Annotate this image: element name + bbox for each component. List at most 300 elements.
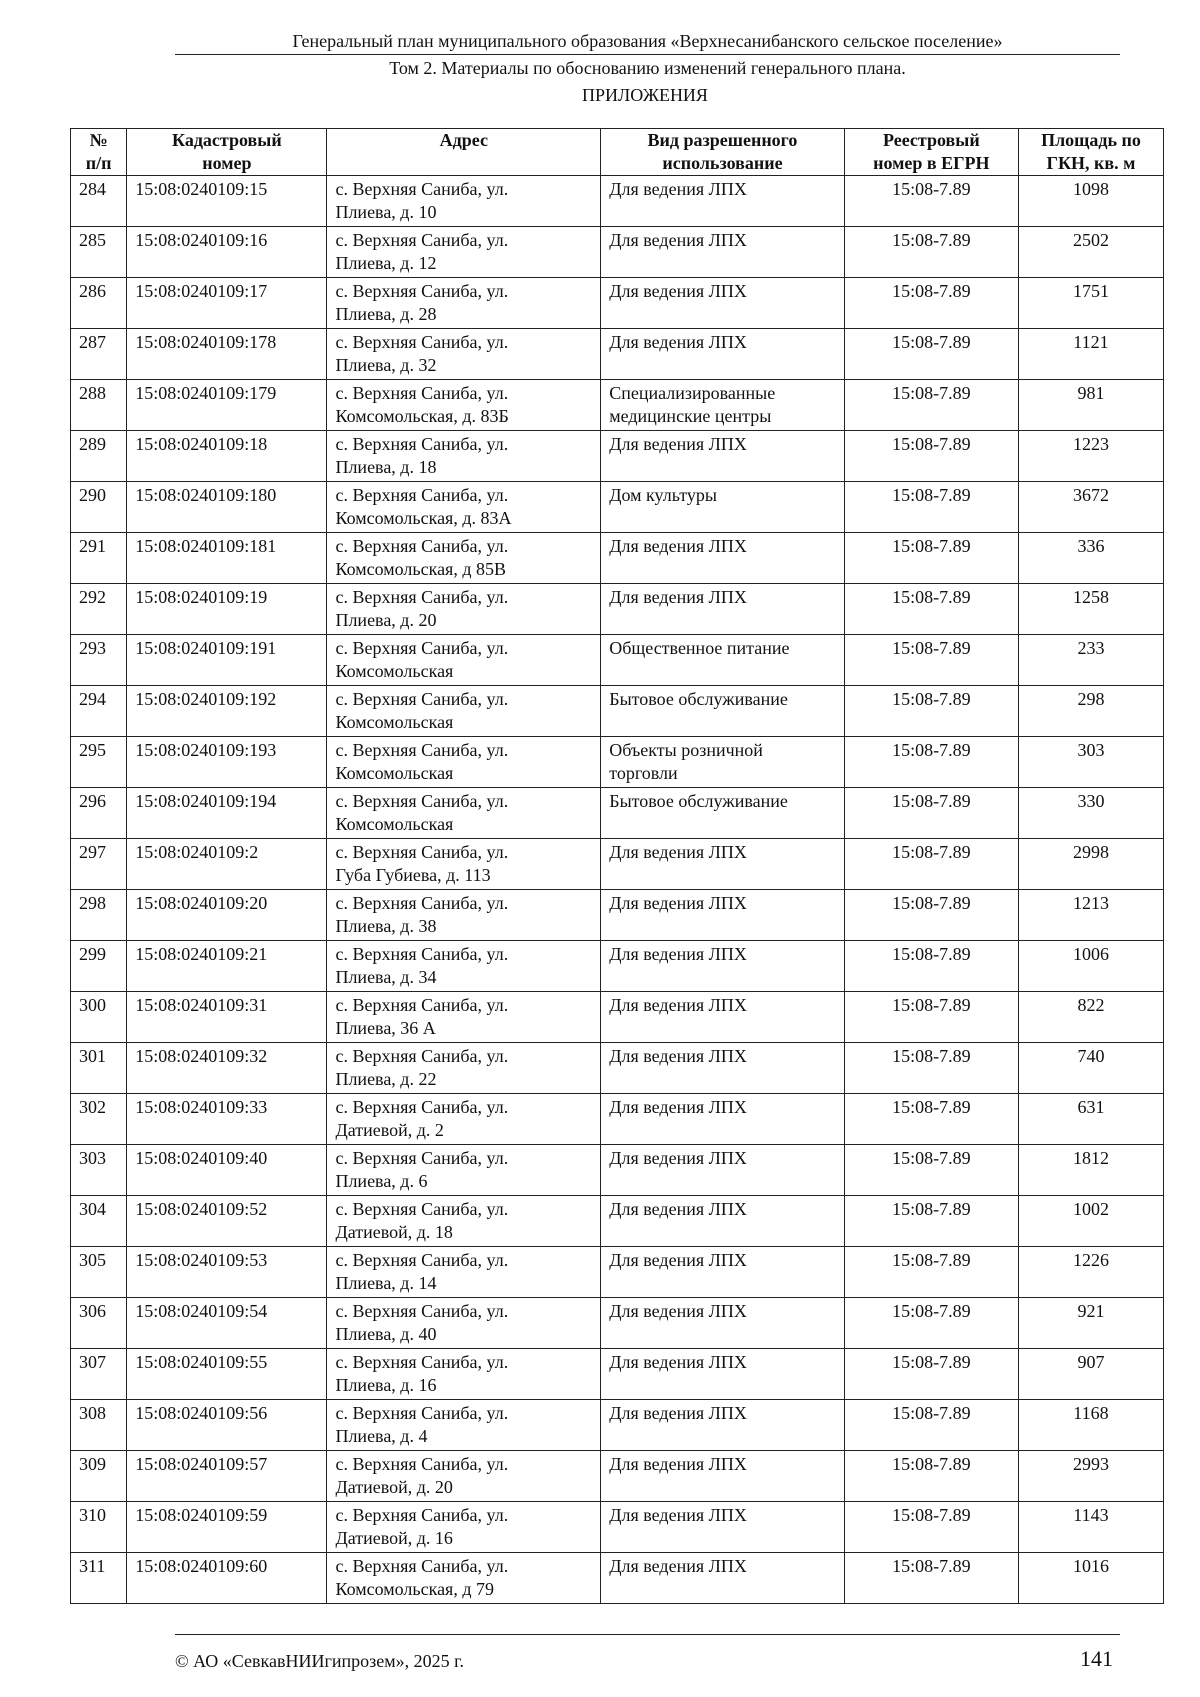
cell-area bbox=[1018, 839, 1163, 890]
cell-address-text: с. Верхняя Саниба, ул. bbox=[335, 485, 509, 505]
cell-number-text: 301 bbox=[79, 1046, 106, 1066]
cell-registry-text: 15:08-7.89 bbox=[892, 1505, 971, 1525]
cell-cadastral-text: 15:08:0240109:57 bbox=[135, 1454, 268, 1474]
cell-number bbox=[71, 278, 127, 329]
cell-registry-text: 15:08-7.89 bbox=[892, 383, 971, 403]
cell-registry bbox=[844, 1298, 1018, 1349]
table-row bbox=[71, 1298, 1164, 1349]
cell-registry bbox=[844, 1349, 1018, 1400]
document-header bbox=[175, 30, 1120, 79]
cell-address bbox=[327, 278, 601, 329]
cell-permitted-use bbox=[601, 1094, 844, 1145]
cell-address-text: с. Верхняя Саниба, ул. bbox=[335, 1556, 509, 1576]
header-number bbox=[71, 129, 127, 176]
cell-number bbox=[71, 1247, 127, 1298]
cell-cadastral-text: 15:08:0240109:17 bbox=[135, 281, 268, 301]
cell-registry-text: 15:08-7.89 bbox=[892, 893, 971, 913]
cell-registry-text: 15:08-7.89 bbox=[892, 587, 971, 607]
cell-number bbox=[71, 1145, 127, 1196]
cell-registry bbox=[844, 227, 1018, 278]
header-line: п/п bbox=[85, 153, 112, 173]
cell-cadastral-text: 15:08:0240109:20 bbox=[135, 893, 268, 913]
cell-area bbox=[1018, 431, 1163, 482]
land-plots-table bbox=[70, 128, 1164, 1604]
cell-permitted-use bbox=[601, 737, 844, 788]
cell-area-text: 1258 bbox=[1072, 587, 1109, 607]
header-address bbox=[327, 129, 601, 176]
cell-number bbox=[71, 584, 127, 635]
cell-registry-text: 15:08-7.89 bbox=[892, 1403, 971, 1423]
cell-address-text: с. Верхняя Саниба, ул. bbox=[335, 230, 509, 250]
cell-address-text: Плиева, 36 А bbox=[335, 1018, 436, 1038]
cell-area-text: 1812 bbox=[1072, 1148, 1109, 1168]
cell-cadastral bbox=[127, 380, 327, 431]
cell-address-text: с. Верхняя Саниба, ул. bbox=[335, 281, 509, 301]
cell-address-text: с. Верхняя Саниба, ул. bbox=[335, 1148, 509, 1168]
cell-address bbox=[327, 431, 601, 482]
cell-number-text: 308 bbox=[79, 1403, 106, 1423]
cell-cadastral bbox=[127, 686, 327, 737]
header-line: ГКН, кв. м bbox=[1046, 153, 1136, 173]
cell-cadastral bbox=[127, 1400, 327, 1451]
cell-registry bbox=[844, 1196, 1018, 1247]
cell-address-text: с. Верхняя Саниба, ул. bbox=[335, 434, 509, 454]
cell-address-text: Комсомольская bbox=[335, 712, 454, 732]
cell-area-text: 1143 bbox=[1073, 1505, 1109, 1525]
cell-area bbox=[1018, 635, 1163, 686]
header-cadastral bbox=[127, 129, 327, 176]
cell-cadastral-text: 15:08:0240109:18 bbox=[135, 434, 268, 454]
cell-registry bbox=[844, 890, 1018, 941]
cell-permitted-use bbox=[601, 533, 844, 584]
cell-address-text: с. Верхняя Саниба, ул. bbox=[335, 1352, 509, 1372]
cell-cadastral bbox=[127, 1094, 327, 1145]
cell-cadastral bbox=[127, 890, 327, 941]
cell-cadastral bbox=[127, 278, 327, 329]
cell-number-text: 304 bbox=[79, 1199, 106, 1219]
cell-cadastral-text: 15:08:0240109:180 bbox=[135, 485, 277, 505]
table-row bbox=[71, 890, 1164, 941]
cell-cadastral-text: 15:08:0240109:33 bbox=[135, 1097, 268, 1117]
cell-cadastral bbox=[127, 431, 327, 482]
cell-address-text: Комсомольская bbox=[335, 763, 454, 783]
cell-permitted-use bbox=[601, 890, 844, 941]
cell-cadastral bbox=[127, 1298, 327, 1349]
cell-address-text: с. Верхняя Саниба, ул. bbox=[335, 179, 509, 199]
cell-permitted-use-text: Для ведения ЛПХ bbox=[609, 1250, 747, 1270]
cell-area-text: 2502 bbox=[1072, 230, 1109, 250]
cell-number bbox=[71, 431, 127, 482]
cell-number-text: 297 bbox=[79, 842, 106, 862]
table-row bbox=[71, 737, 1164, 788]
cell-permitted-use-text: Для ведения ЛПХ bbox=[609, 1403, 747, 1423]
cell-permitted-use bbox=[601, 992, 844, 1043]
cell-address bbox=[327, 1298, 601, 1349]
cell-address bbox=[327, 635, 601, 686]
cell-permitted-use-text: Для ведения ЛПХ bbox=[609, 536, 747, 556]
cell-number-text: 285 bbox=[79, 230, 106, 250]
cell-address-text: Плиева, д. 10 bbox=[335, 202, 437, 222]
cell-number-text: 292 bbox=[79, 587, 106, 607]
cell-number bbox=[71, 686, 127, 737]
cell-number bbox=[71, 380, 127, 431]
cell-permitted-use bbox=[601, 1043, 844, 1094]
cell-number bbox=[71, 737, 127, 788]
cell-registry bbox=[844, 1247, 1018, 1298]
cell-registry bbox=[844, 1553, 1018, 1604]
cell-area bbox=[1018, 380, 1163, 431]
cell-address-text: с. Верхняя Саниба, ул. bbox=[335, 1403, 509, 1423]
cell-cadastral-text: 15:08:0240109:194 bbox=[135, 791, 277, 811]
cell-address-text: Датиевой, д. 20 bbox=[335, 1477, 453, 1497]
cell-cadastral bbox=[127, 1043, 327, 1094]
cell-area bbox=[1018, 1400, 1163, 1451]
cell-registry bbox=[844, 278, 1018, 329]
cell-address-text: Плиева, д. 20 bbox=[335, 610, 437, 630]
cell-registry-text: 15:08-7.89 bbox=[892, 1454, 971, 1474]
cell-registry-text: 15:08-7.89 bbox=[892, 1199, 971, 1219]
cell-registry-text: 15:08-7.89 bbox=[892, 689, 971, 709]
cell-address-text: Комсомольская, д. 83Б bbox=[335, 406, 509, 426]
cell-number-text: 288 bbox=[79, 383, 106, 403]
cell-cadastral bbox=[127, 533, 327, 584]
cell-cadastral-text: 15:08:0240109:56 bbox=[135, 1403, 268, 1423]
cell-cadastral bbox=[127, 737, 327, 788]
cell-area-text: 1226 bbox=[1072, 1250, 1109, 1270]
cell-number bbox=[71, 1553, 127, 1604]
cell-registry-text: 15:08-7.89 bbox=[892, 791, 971, 811]
document-subtitle: Том 2. Материалы по обоснованию изменений генерального плана. bbox=[389, 58, 906, 78]
cell-permitted-use bbox=[601, 431, 844, 482]
table-row bbox=[71, 1043, 1164, 1094]
cell-permitted-use bbox=[601, 380, 844, 431]
cell-address bbox=[327, 1196, 601, 1247]
cell-address-text: Плиева, д. 4 bbox=[335, 1426, 428, 1446]
cell-area bbox=[1018, 1502, 1163, 1553]
cell-address bbox=[327, 1502, 601, 1553]
cell-cadastral-text: 15:08:0240109:55 bbox=[135, 1352, 268, 1372]
cell-registry bbox=[844, 1451, 1018, 1502]
cell-permitted-use bbox=[601, 686, 844, 737]
cell-number bbox=[71, 1451, 127, 1502]
table-body bbox=[71, 176, 1164, 1604]
cell-number-text: 284 bbox=[79, 179, 106, 199]
cell-area-text: 1213 bbox=[1072, 893, 1109, 913]
cell-area-text: 303 bbox=[1077, 740, 1105, 760]
cell-cadastral bbox=[127, 1502, 327, 1553]
cell-permitted-use bbox=[601, 1553, 844, 1604]
cell-number-text: 289 bbox=[79, 434, 106, 454]
cell-address bbox=[327, 380, 601, 431]
cell-number-text: 286 bbox=[79, 281, 106, 301]
cell-area bbox=[1018, 533, 1163, 584]
cell-address-text: Датиевой, д. 18 bbox=[335, 1222, 453, 1242]
cell-address-text: с. Верхняя Саниба, ул. bbox=[335, 638, 509, 658]
cell-address bbox=[327, 686, 601, 737]
cell-number-text: 309 bbox=[79, 1454, 106, 1474]
cell-address bbox=[327, 1247, 601, 1298]
cell-permitted-use bbox=[601, 227, 844, 278]
header-line: Адрес bbox=[439, 130, 488, 150]
cell-registry bbox=[844, 1043, 1018, 1094]
table-row bbox=[71, 1502, 1164, 1553]
cell-address-text: с. Верхняя Саниба, ул. bbox=[335, 842, 509, 862]
cell-registry bbox=[844, 584, 1018, 635]
cell-area bbox=[1018, 1298, 1163, 1349]
cell-address bbox=[327, 176, 601, 227]
cell-cadastral bbox=[127, 788, 327, 839]
cell-area bbox=[1018, 329, 1163, 380]
cell-number bbox=[71, 839, 127, 890]
cell-permitted-use bbox=[601, 176, 844, 227]
cell-permitted-use-text: Специализированные bbox=[609, 383, 776, 403]
cell-number-text: 291 bbox=[79, 536, 106, 556]
cell-address-text: Плиева, д. 18 bbox=[335, 457, 437, 477]
cell-number bbox=[71, 227, 127, 278]
cell-area-text: 907 bbox=[1077, 1352, 1105, 1372]
cell-registry bbox=[844, 176, 1018, 227]
cell-registry bbox=[844, 1502, 1018, 1553]
cell-cadastral bbox=[127, 1196, 327, 1247]
header-line: Кадастровый bbox=[172, 130, 282, 150]
cell-permitted-use-text: Для ведения ЛПХ bbox=[609, 434, 747, 454]
cell-area bbox=[1018, 1451, 1163, 1502]
cell-number-text: 306 bbox=[79, 1301, 106, 1321]
cell-permitted-use-text: Для ведения ЛПХ bbox=[609, 332, 747, 352]
cell-area-text: 631 bbox=[1077, 1097, 1105, 1117]
cell-address bbox=[327, 482, 601, 533]
cell-registry-text: 15:08-7.89 bbox=[892, 638, 971, 658]
cell-address-text: Плиева, д. 32 bbox=[335, 355, 437, 375]
cell-permitted-use bbox=[601, 1247, 844, 1298]
cell-registry bbox=[844, 329, 1018, 380]
cell-registry bbox=[844, 1400, 1018, 1451]
cell-address-text: Плиева, д. 12 bbox=[335, 253, 437, 273]
table-row bbox=[71, 992, 1164, 1043]
cell-cadastral bbox=[127, 329, 327, 380]
cell-number bbox=[71, 176, 127, 227]
cell-address bbox=[327, 1349, 601, 1400]
cell-permitted-use bbox=[601, 329, 844, 380]
cell-cadastral-text: 15:08:0240109:15 bbox=[135, 179, 268, 199]
cell-address bbox=[327, 533, 601, 584]
cell-address-text: с. Верхняя Саниба, ул. bbox=[335, 1301, 509, 1321]
cell-number-text: 311 bbox=[79, 1556, 106, 1576]
header-line: номер в ЕГРН bbox=[873, 153, 990, 173]
cell-address-text: Датиевой, д. 16 bbox=[335, 1528, 453, 1548]
header-line: Вид разрешенного bbox=[647, 130, 798, 150]
cell-area bbox=[1018, 482, 1163, 533]
cell-cadastral-text: 15:08:0240109:53 bbox=[135, 1250, 268, 1270]
cell-area-text: 1006 bbox=[1072, 944, 1109, 964]
cell-registry-text: 15:08-7.89 bbox=[892, 536, 971, 556]
cell-number-text: 302 bbox=[79, 1097, 106, 1117]
cell-address-text: Комсомольская, д 85В bbox=[335, 559, 506, 579]
cell-address bbox=[327, 839, 601, 890]
page-number: 141 bbox=[1080, 1646, 1113, 1671]
cell-address bbox=[327, 1451, 601, 1502]
cell-number bbox=[71, 482, 127, 533]
header-registry bbox=[844, 129, 1018, 176]
cell-number bbox=[71, 1094, 127, 1145]
cell-permitted-use bbox=[601, 1451, 844, 1502]
cell-number-text: 307 bbox=[79, 1352, 106, 1372]
cell-cadastral bbox=[127, 1247, 327, 1298]
cell-cadastral-text: 15:08:0240109:179 bbox=[135, 383, 277, 403]
cell-area-text: 233 bbox=[1077, 638, 1105, 658]
cell-cadastral-text: 15:08:0240109:31 bbox=[135, 995, 268, 1015]
cell-registry bbox=[844, 992, 1018, 1043]
header-area bbox=[1018, 129, 1163, 176]
cell-address bbox=[327, 788, 601, 839]
header-line: Площадь по bbox=[1041, 130, 1141, 150]
cell-number bbox=[71, 1298, 127, 1349]
cell-area-text: 1121 bbox=[1073, 332, 1109, 352]
cell-address-text: Плиева, д. 38 bbox=[335, 916, 437, 936]
table-row bbox=[71, 482, 1164, 533]
cell-registry-text: 15:08-7.89 bbox=[892, 842, 971, 862]
cell-number bbox=[71, 941, 127, 992]
cell-permitted-use-text: Бытовое обслуживание bbox=[609, 791, 788, 811]
cell-permitted-use-text: Для ведения ЛПХ bbox=[609, 1352, 747, 1372]
table-row bbox=[71, 788, 1164, 839]
cell-permitted-use bbox=[601, 839, 844, 890]
cell-area bbox=[1018, 1145, 1163, 1196]
cell-permitted-use bbox=[601, 788, 844, 839]
cell-address-text: с. Верхняя Саниба, ул. bbox=[335, 536, 509, 556]
cell-number-text: 298 bbox=[79, 893, 106, 913]
cell-address-text: с. Верхняя Саниба, ул. bbox=[335, 1097, 509, 1117]
footer-divider bbox=[175, 1634, 1120, 1635]
cell-address-text: Плиева, д. 28 bbox=[335, 304, 437, 324]
cell-area bbox=[1018, 1196, 1163, 1247]
cell-number-text: 305 bbox=[79, 1250, 106, 1270]
cell-address bbox=[327, 1400, 601, 1451]
cell-area-text: 1098 bbox=[1072, 179, 1109, 199]
table-row bbox=[71, 1145, 1164, 1196]
cell-permitted-use-text: торговли bbox=[609, 763, 678, 783]
cell-area-text: 822 bbox=[1077, 995, 1105, 1015]
cell-area-text: 921 bbox=[1077, 1301, 1105, 1321]
cell-address-text: с. Верхняя Саниба, ул. bbox=[335, 1505, 509, 1525]
cell-area bbox=[1018, 992, 1163, 1043]
cell-area-text: 2993 bbox=[1072, 1454, 1109, 1474]
cell-registry-text: 15:08-7.89 bbox=[892, 740, 971, 760]
cell-area bbox=[1018, 227, 1163, 278]
cell-address bbox=[327, 992, 601, 1043]
section-heading: ПРИЛОЖЕНИЯ bbox=[582, 85, 708, 105]
cell-area bbox=[1018, 1247, 1163, 1298]
table-row bbox=[71, 278, 1164, 329]
cell-area-text: 330 bbox=[1077, 791, 1105, 811]
cell-registry-text: 15:08-7.89 bbox=[892, 1556, 971, 1576]
cell-permitted-use-text: Бытовое обслуживание bbox=[609, 689, 788, 709]
cell-cadastral-text: 15:08:0240109:178 bbox=[135, 332, 277, 352]
cell-address-text: Датиевой, д. 2 bbox=[335, 1120, 444, 1140]
cell-address-text: с. Верхняя Саниба, ул. bbox=[335, 383, 509, 403]
cell-address bbox=[327, 890, 601, 941]
cell-permitted-use bbox=[601, 482, 844, 533]
cell-cadastral-text: 15:08:0240109:181 bbox=[135, 536, 277, 556]
cell-registry bbox=[844, 380, 1018, 431]
cell-permitted-use bbox=[601, 1298, 844, 1349]
cell-area bbox=[1018, 278, 1163, 329]
cell-permitted-use bbox=[601, 1349, 844, 1400]
cell-cadastral bbox=[127, 635, 327, 686]
cell-permitted-use bbox=[601, 1400, 844, 1451]
cell-cadastral bbox=[127, 992, 327, 1043]
cell-address-text: с. Верхняя Саниба, ул. bbox=[335, 791, 509, 811]
cell-number bbox=[71, 1349, 127, 1400]
table-row bbox=[71, 1196, 1164, 1247]
cell-registry-text: 15:08-7.89 bbox=[892, 995, 971, 1015]
cell-address-text: с. Верхняя Саниба, ул. bbox=[335, 995, 509, 1015]
cell-permitted-use-text: Объекты розничной bbox=[609, 740, 763, 760]
table-row bbox=[71, 839, 1164, 890]
cell-cadastral-text: 15:08:0240109:192 bbox=[135, 689, 277, 709]
cell-area-text: 1016 bbox=[1072, 1556, 1109, 1576]
table-row bbox=[71, 1451, 1164, 1502]
cell-area-text: 981 bbox=[1077, 383, 1105, 403]
cell-cadastral bbox=[127, 1349, 327, 1400]
table-row bbox=[71, 1400, 1164, 1451]
cell-permitted-use-text: Для ведения ЛПХ bbox=[609, 1046, 747, 1066]
cell-permitted-use bbox=[601, 278, 844, 329]
cell-address-text: Плиева, д. 14 bbox=[335, 1273, 437, 1293]
cell-number bbox=[71, 1196, 127, 1247]
cell-registry-text: 15:08-7.89 bbox=[892, 281, 971, 301]
cell-number bbox=[71, 1400, 127, 1451]
cell-area bbox=[1018, 686, 1163, 737]
cell-address-text: с. Верхняя Саниба, ул. bbox=[335, 332, 509, 352]
cell-permitted-use-text: Для ведения ЛПХ bbox=[609, 842, 747, 862]
table-row bbox=[71, 1349, 1164, 1400]
cell-permitted-use-text: Для ведения ЛПХ bbox=[609, 281, 747, 301]
table-row bbox=[71, 533, 1164, 584]
cell-cadastral-text: 15:08:0240109:21 bbox=[135, 944, 268, 964]
cell-registry-text: 15:08-7.89 bbox=[892, 1148, 971, 1168]
cell-registry bbox=[844, 941, 1018, 992]
cell-permitted-use-text: Для ведения ЛПХ bbox=[609, 1556, 747, 1576]
cell-address bbox=[327, 737, 601, 788]
cell-area-text: 1168 bbox=[1073, 1403, 1109, 1423]
cell-number bbox=[71, 1043, 127, 1094]
cell-address-text: Плиева, д. 22 bbox=[335, 1069, 437, 1089]
cell-number-text: 293 bbox=[79, 638, 106, 658]
cell-cadastral-text: 15:08:0240109:32 bbox=[135, 1046, 268, 1066]
table-row bbox=[71, 1094, 1164, 1145]
cell-permitted-use-text: Общественное питание bbox=[609, 638, 790, 658]
cell-number bbox=[71, 788, 127, 839]
cell-registry-text: 15:08-7.89 bbox=[892, 1301, 971, 1321]
cell-area-text: 1002 bbox=[1072, 1199, 1109, 1219]
table-header-row bbox=[71, 129, 1164, 176]
cell-number bbox=[71, 329, 127, 380]
cell-permitted-use bbox=[601, 635, 844, 686]
cell-registry bbox=[844, 839, 1018, 890]
cell-area bbox=[1018, 1094, 1163, 1145]
cell-permitted-use-text: Для ведения ЛПХ bbox=[609, 1301, 747, 1321]
table-row bbox=[71, 1247, 1164, 1298]
cell-registry-text: 15:08-7.89 bbox=[892, 179, 971, 199]
cell-area-text: 336 bbox=[1077, 536, 1105, 556]
cell-area-text: 1223 bbox=[1072, 434, 1109, 454]
cell-number bbox=[71, 1502, 127, 1553]
cell-address-text: Комсомольская, д. 83А bbox=[335, 508, 512, 528]
cell-address-text: с. Верхняя Саниба, ул. bbox=[335, 1199, 509, 1219]
cell-number-text: 300 bbox=[79, 995, 106, 1015]
table-row bbox=[71, 227, 1164, 278]
